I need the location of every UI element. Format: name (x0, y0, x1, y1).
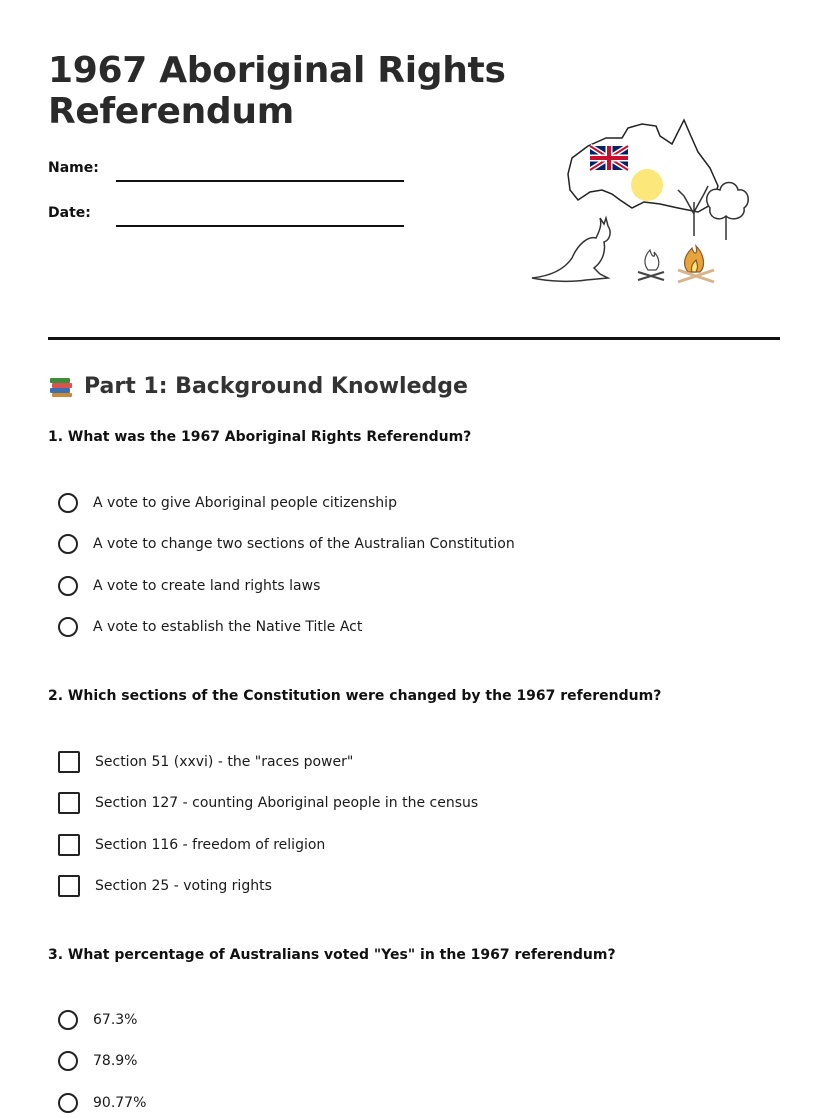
section-divider (48, 337, 780, 340)
option-label: A vote to create land rights laws (93, 578, 321, 594)
q1-option[interactable] (58, 532, 515, 556)
radio-button[interactable] (58, 534, 78, 554)
question-3-text: 3. What percentage of Australians voted "Yes" in the 1967 referendum? (48, 947, 616, 963)
option-label: A vote to establish the Native Title Act (93, 619, 363, 635)
australia-illustration (528, 112, 752, 296)
q3-option[interactable] (58, 1091, 146, 1115)
date-field[interactable] (116, 225, 404, 227)
option-label: Section 127 - counting Aboriginal people in the census (95, 795, 479, 811)
sun-icon (631, 169, 663, 201)
q1-option[interactable] (58, 491, 397, 515)
title-line-2: Referendum (48, 91, 294, 132)
option-label: A vote to change two sections of the Australian Constitution (93, 536, 515, 552)
title-line-1: 1967 Aboriginal Rights (48, 50, 506, 91)
campfire-large-icon (678, 246, 714, 282)
date-label: Date: (48, 205, 91, 221)
q2-option[interactable] (58, 833, 325, 857)
checkbox[interactable] (58, 792, 80, 814)
q2-option[interactable] (58, 874, 272, 898)
books-icon (48, 373, 74, 399)
checkbox[interactable] (58, 751, 80, 773)
name-label: Name: (48, 160, 99, 176)
section-heading (48, 373, 468, 399)
checkbox[interactable] (58, 875, 80, 897)
question-1-text: 1. What was the 1967 Aboriginal Rights Referendum? (48, 429, 472, 445)
question-2-text: 2. Which sections of the Constitution were changed by the 1967 referendum? (48, 688, 662, 704)
option-label: A vote to give Aboriginal people citizenship (93, 495, 397, 511)
union-jack-icon (590, 146, 628, 170)
section-title-text: Part 1: Background Knowledge (84, 373, 468, 399)
radio-button[interactable] (58, 493, 78, 513)
q2-option[interactable] (58, 791, 478, 815)
radio-button[interactable] (58, 1010, 78, 1030)
q2-option[interactable] (58, 750, 353, 774)
option-label: Section 25 - voting rights (95, 878, 272, 894)
radio-button[interactable] (58, 1093, 78, 1113)
q1-option[interactable] (58, 574, 320, 598)
checkbox[interactable] (58, 834, 80, 856)
option-label: Section 51 (xxvi) - the "races power" (95, 754, 354, 770)
radio-button[interactable] (58, 576, 78, 596)
q1-option[interactable] (58, 615, 362, 639)
option-label: 90.77% (93, 1095, 147, 1111)
leafy-tree-icon (707, 183, 749, 241)
q3-option[interactable] (58, 1008, 137, 1032)
radio-button[interactable] (58, 1051, 78, 1071)
option-label: 67.3% (93, 1012, 138, 1028)
radio-button[interactable] (58, 617, 78, 637)
option-label: 78.9% (93, 1053, 138, 1069)
name-field[interactable] (116, 180, 404, 182)
worksheet-title (48, 50, 506, 132)
option-label: Section 116 - freedom of religion (95, 837, 326, 853)
kangaroo-icon (532, 218, 610, 281)
q3-option[interactable] (58, 1049, 137, 1073)
campfire-small-icon (638, 250, 664, 280)
